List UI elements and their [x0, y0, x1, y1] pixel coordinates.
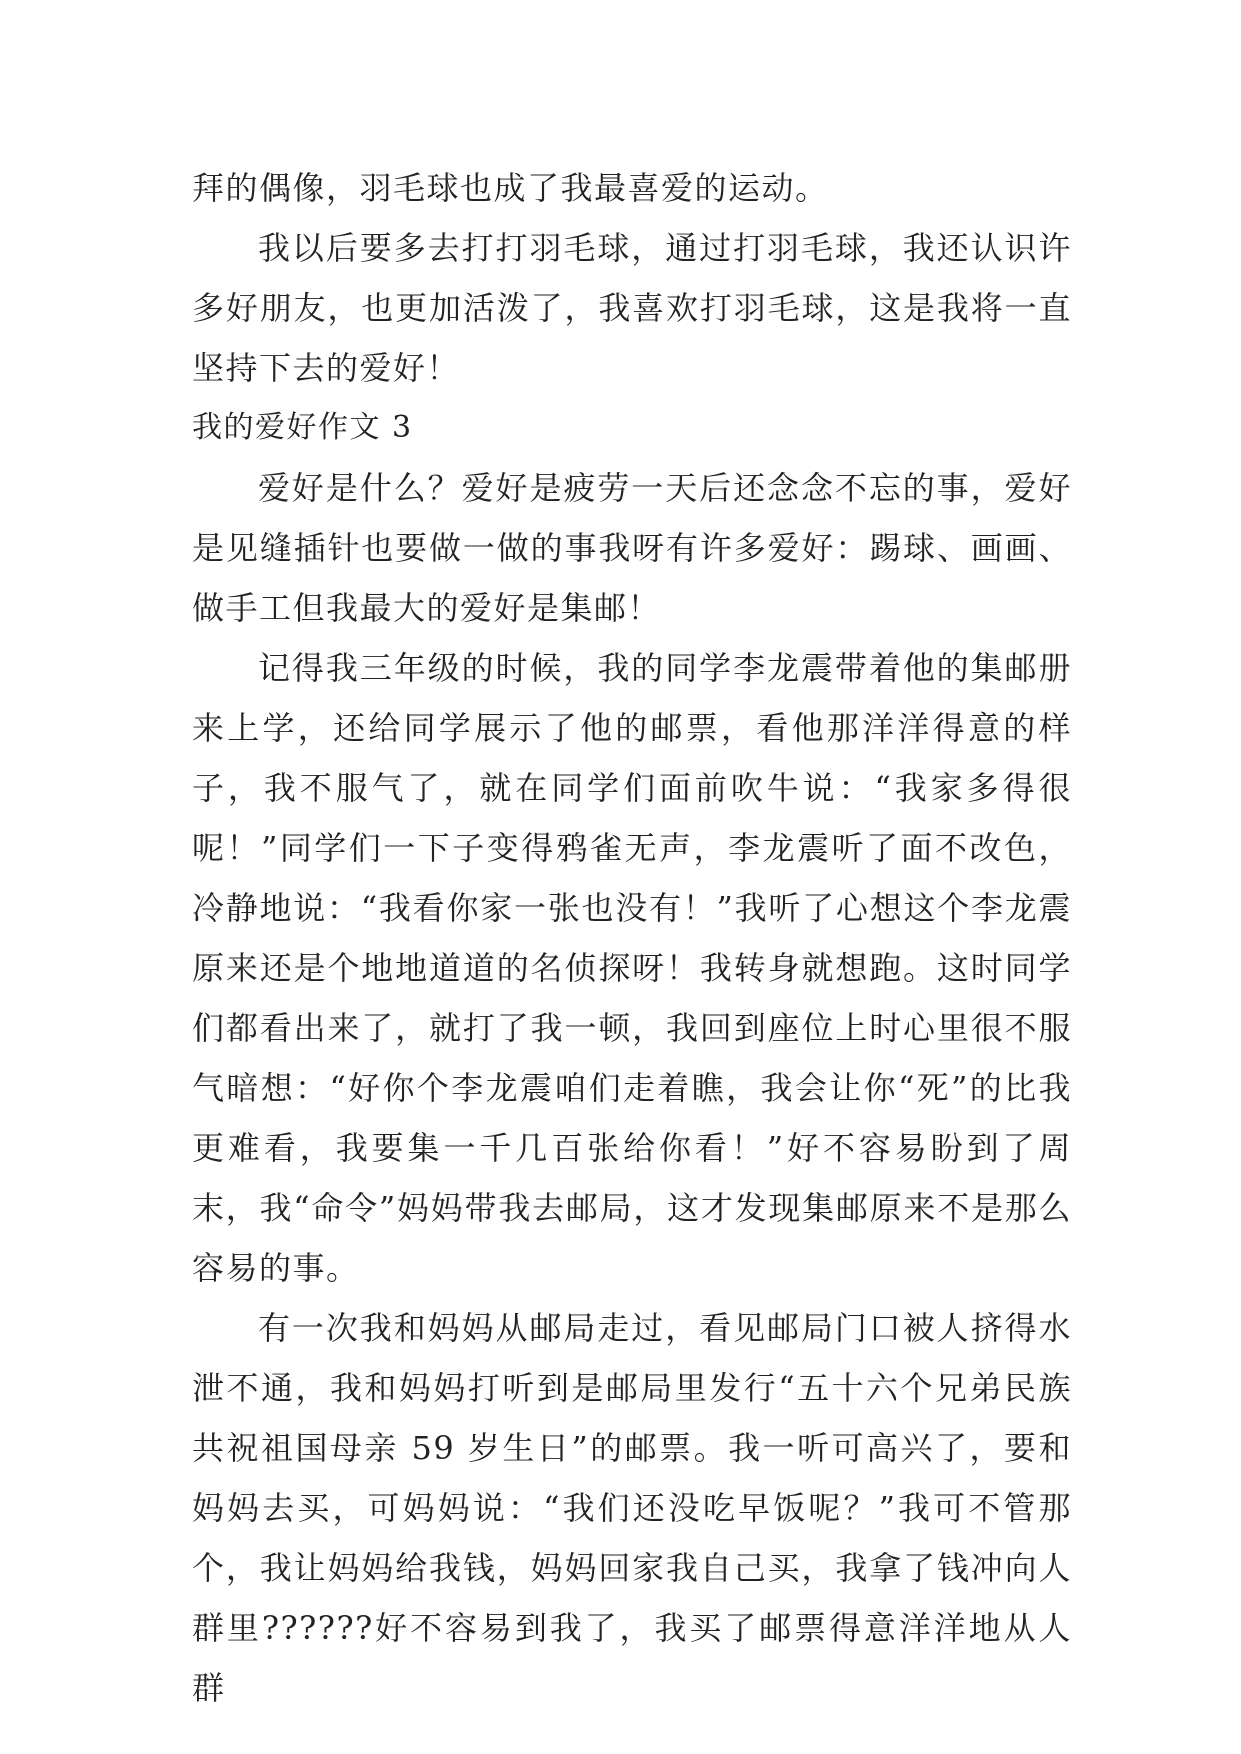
document-body — [192, 158, 1072, 1718]
paragraph-5: 有一次我和妈妈从邮局走过，看见邮局门口被人挤得水泄不通，我和妈妈打听到是邮局里发行“五十六个兄弟民族共祝祖国母亲 59 岁生日”的邮票。我一听可高兴了，要和妈妈去买，可妈妈说：“我们还没吃早饭呢？”我可不管那个，我让妈妈给我钱，妈妈回家我自己买，我拿了钱冲向人群里??????好不容易到我了，我买了邮票得意洋洋地从人群 — [192, 1309, 1072, 1707]
paragraph-2: 我以后要多去打打羽毛球，通过打羽毛球，我还认识许多好朋友，也更加活泼了，我喜欢打羽毛球，这是我将一直坚持下去的爱好！ — [192, 229, 1072, 387]
paragraph-4: 记得我三年级的时候，我的同学李龙震带着他的集邮册来上学，还给同学展示了他的邮票，看他那洋洋得意的样子，我不服气了，就在同学们面前吹牛说：“我家多得很呢！”同学们一下子变得鸦雀无声，李龙震听了面不改色，冷静地说：“我看你家一张也没有！”我听了心想这个李龙震原来还是个地地道道的名侦探呀！我转身就想跑。这时同学们都看出来了，就打了我一顿，我回到座位上时心里很不服气暗想：“好你个李龙震咱们走着瞧，我会让你“死”的比我更难看，我要集一千几百张给你看！”好不容易盼到了周末，我“命令”妈妈带我去邮局，这才发现集邮原来不是那么容易的事。 — [192, 649, 1072, 1287]
paragraph-1: 拜的偶像，羽毛球也成了我最喜爱的运动。 — [192, 169, 829, 207]
paragraph-3: 爱好是什么？爱好是疲劳一天后还念念不忘的事，爱好是见缝插针也要做一做的事我呀有许多爱好：踢球、画画、做手工但我最大的爱好是集邮！ — [192, 469, 1072, 627]
section-heading: 我的爱好作文 3 — [192, 410, 413, 445]
